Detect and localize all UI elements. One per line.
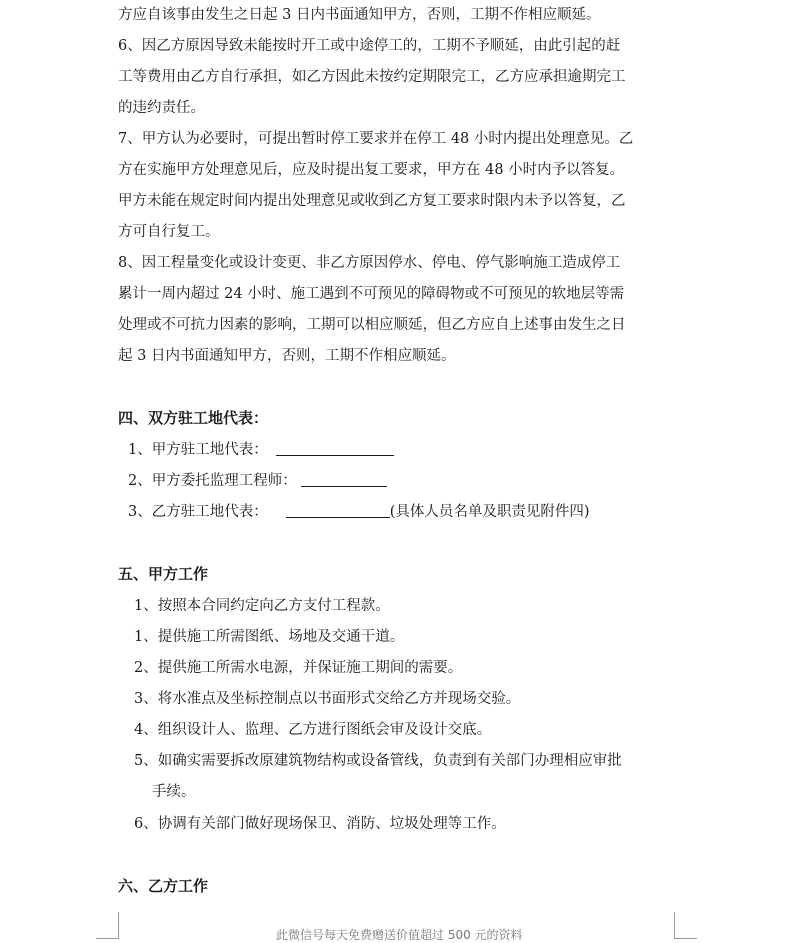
text-line: 方在实施甲方处理意见后，应及时提出复工要求，甲方在 48 小时内予以答复。 [118,162,625,178]
section-5-item: 1、按照本合同约定向乙方支付工程款。 [134,598,390,614]
section-5-item: 1、提供施工所需图纸、场地及交通干道。 [134,629,405,645]
text-line: 8、因工程量变化或设计变更、非乙方原因停水、停电、停气影响施工造成停工 [118,255,621,271]
section-6-heading: 六、乙方工作 [118,877,209,895]
text-line: 累计一周内超过 24 小时、施工遇到不可预见的障碍物或不可预见的软地层等需 [118,286,625,302]
page-corner-mark-right [674,912,697,939]
text-line: 处理或不可抗力因素的影响，工期可以相应顺延，但乙方应自上述事由发生之日 [118,317,626,333]
paragraph-5-tail [118,0,678,31]
footer-note: 此微信号每天免费赠送价值超过 500 元的资料 [276,928,523,942]
section-4-heading: 四、双方驻工地代表： [118,409,269,427]
signature-blank [276,439,394,456]
text-line: 方应自该事由发生之日起 3 日内书面通知甲方，否则，工期不作相应顺延。 [118,7,601,23]
section-5-item: 6、协调有关部门做好现场保卫、消防、垃圾处理等工作。 [134,816,506,832]
signature-blank [301,470,387,487]
text-line: 甲方未能在规定时间内提出处理意见或收到乙方复工要求时限内未予以答复，乙 [118,193,626,209]
section-5-item: 2、提供施工所需水电源，并保证施工期间的需要。 [134,660,463,676]
paragraph-6 [118,31,678,124]
section-5-item: 3、将水准点及坐标控制点以书面形式交给乙方并现场交验。 [134,691,521,707]
section-4-item-2 [128,466,387,497]
text-line: 的违约责任。 [118,100,205,116]
text-line: 工等费用由乙方自行承担，如乙方因此未按约定期限完工，乙方应承担逾期完工 [118,69,626,85]
section-4-item-3 [128,497,590,528]
item-label: 2、甲方委托监理工程师： [128,473,297,489]
item-label: 1、甲方驻工地代表： [128,442,268,458]
text-line: 起 3 日内书面通知甲方，否则，工期不作相应顺延。 [118,348,456,364]
item-label: 3、乙方驻工地代表： [128,504,268,520]
text-line: 方可自行复工。 [118,224,220,240]
item-suffix: (具体人员名单及职责见附件四) [389,504,590,520]
page-corner-mark-left [96,912,119,939]
text-line: 7、甲方认为必要时，可提出暂时停工要求并在停工 48 小时内提出处理意见。乙 [118,131,634,147]
text-line: 6、因乙方原因导致未能按时开工或中途停工的，工期不予顺延，由此引起的赶 [118,38,621,54]
section-5-item-continuation: 手续。 [152,784,196,800]
signature-blank [286,501,390,518]
paragraph-8 [118,248,678,372]
section-4-item-1 [128,435,394,466]
paragraph-7 [118,124,678,248]
section-5-heading: 五、甲方工作 [118,565,209,583]
section-5-item: 5、如确实需要拆改原建筑物结构或设备管线，负责到有关部门办理相应审批 [134,753,622,769]
section-5-item: 4、组织设计人、监理、乙方进行图纸会审及设计交底。 [134,722,492,738]
